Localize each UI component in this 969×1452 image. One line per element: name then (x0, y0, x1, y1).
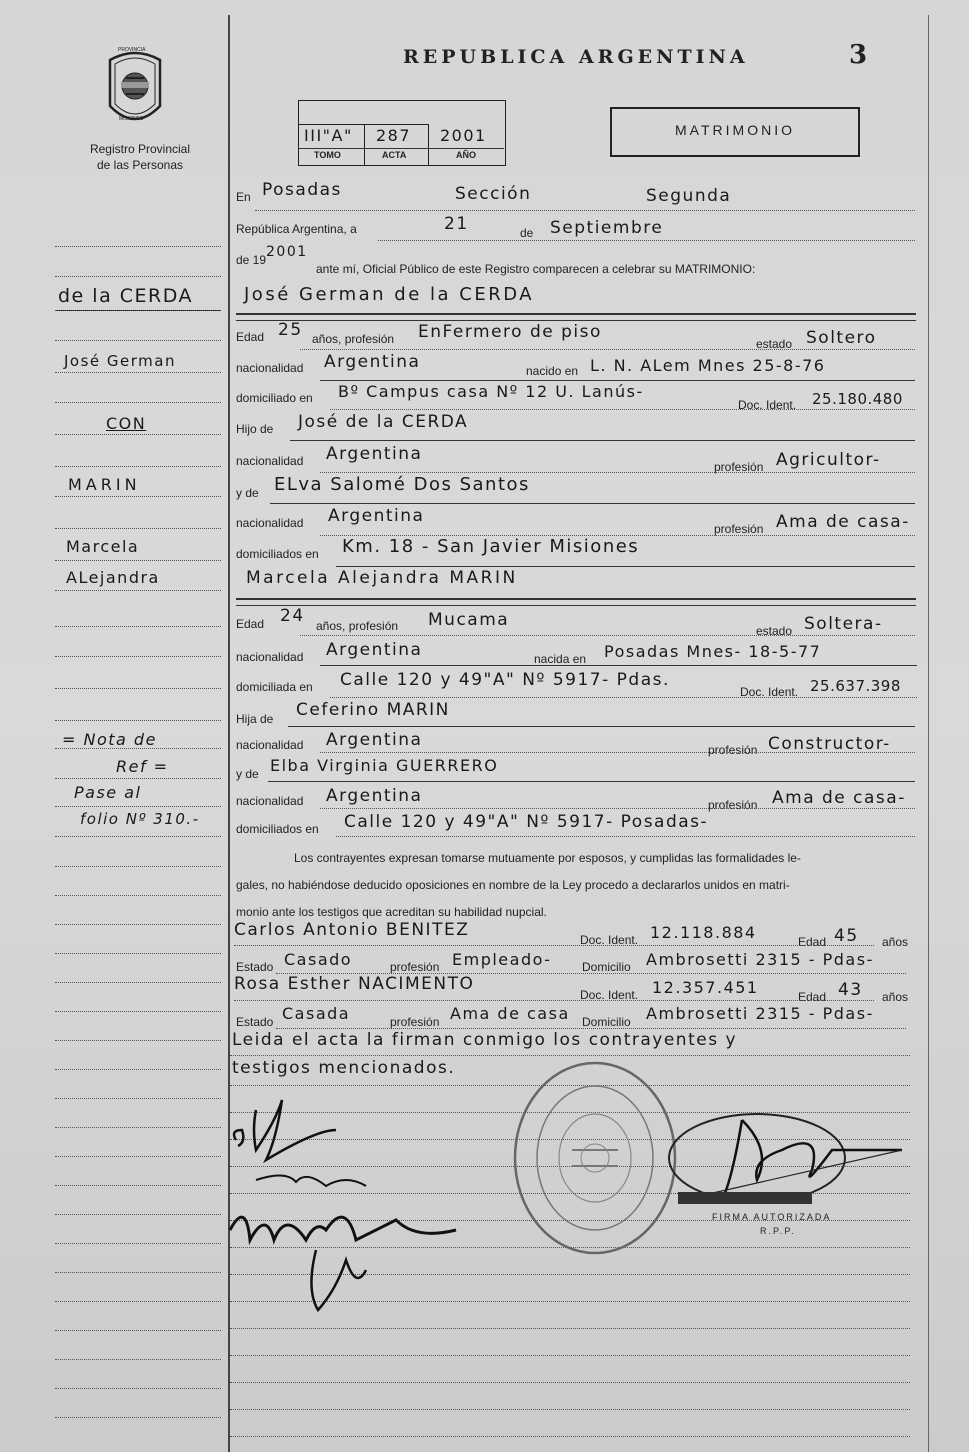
entry-bride-parents-dom: Calle 120 y 49"A" Nº 5917- Posadas- (344, 812, 709, 832)
tomo-label: TOMO (314, 150, 341, 160)
label-y-de: y de (236, 486, 259, 500)
label-doc-ident-2: Doc. Ident. (740, 685, 799, 699)
margin-rule-line (55, 924, 221, 925)
label-y-de-2: y de (236, 767, 259, 781)
margin-rule-line (55, 310, 221, 311)
entry-w1-age: 45 (834, 926, 859, 946)
label-nacionalidad-3: nacionalidad (236, 516, 304, 530)
label-de: de (520, 226, 534, 240)
label-domiciliado-en: domiciliado en (236, 391, 313, 405)
margin-rule-line (55, 1098, 221, 1099)
margin-rule-line (55, 1330, 221, 1331)
margin-name: José German (64, 352, 176, 370)
entry-month: Septiembre (550, 218, 664, 238)
label-estado-w2: Estado (236, 1015, 274, 1029)
margin-rule-line (55, 1359, 221, 1360)
label-nacionalidad-4: nacionalidad (236, 650, 304, 664)
entry-bride-doc: 25.637.398 (810, 677, 901, 695)
doc-type: MATRIMONIO (675, 122, 795, 138)
entry-w1-doc: 12.118.884 (650, 923, 757, 942)
paragraph-line-2: gales, no habiéndose deducido oposiciones en nombre de la Ley procedo a declararlos unidos en matri- (236, 878, 790, 892)
label-profesion-w1: profesión (390, 960, 440, 974)
entry-bride-age: 24 (280, 606, 305, 626)
party-signatures-icon (226, 1090, 516, 1330)
entry-father-nac: Argentina (326, 444, 423, 464)
entry-groom-estado: Soltero (806, 328, 877, 348)
margin-rule-line (55, 1011, 221, 1012)
entry-groom-mother: ELva Salomé Dos Santos (274, 474, 530, 495)
margin-rule-line (55, 246, 221, 247)
label-domiciliados-en: domiciliados en (236, 547, 319, 561)
margin-rule-line (55, 953, 221, 954)
label-anos-profesion-2: años, profesión (316, 619, 399, 633)
margin-rule-line (55, 806, 221, 807)
margin-rule-line (55, 276, 221, 277)
margin-rule-line (55, 340, 221, 341)
body-rule-line (230, 1409, 910, 1410)
page-number: 3 (849, 40, 868, 70)
body-rule-line (230, 1382, 910, 1383)
label-hija-de: Hija de (236, 712, 274, 726)
country-title: REPUBLICA ARGENTINA (403, 46, 749, 68)
margin-rule-line (55, 1417, 221, 1418)
margin-surname: de la CERDA (58, 285, 194, 307)
entry-w1-estado: Casado (284, 950, 353, 969)
label-republica: República Argentina, a (236, 222, 357, 236)
entry-year: 2001 (266, 244, 308, 260)
label-en: En (236, 190, 251, 204)
label-nacido-en: nacido en (526, 364, 579, 378)
ano-label: AÑO (456, 150, 476, 160)
entry-bride-dom: Calle 120 y 49"A" Nº 5917- Pdas. (340, 670, 670, 690)
label-profesion-2: profesión (714, 522, 764, 536)
margin-name2b: ALejandra (66, 568, 160, 587)
label-profesion-4: profesión (708, 798, 758, 812)
margin-rule-line (55, 590, 221, 591)
entry-w1-prof: Empleado- (452, 950, 552, 969)
margin-rule-line (55, 1127, 221, 1128)
entry-w2-age: 43 (838, 980, 863, 1000)
entry-bride-estado: Soltera- (804, 614, 883, 634)
entry-groom-name: José German de la CERDA (244, 284, 535, 305)
entry-w2-doc: 12.357.451 (652, 978, 759, 997)
entry-w1-name: Carlos Antonio BENITEZ (234, 920, 470, 940)
label-profesion: profesión (714, 460, 764, 474)
margin-rule-line (55, 720, 221, 721)
entry-mother-prof: Ama de casa- (776, 512, 910, 532)
label-nacionalidad-2: nacionalidad (236, 454, 304, 468)
label-domiciliados-en-2: domiciliados en (236, 822, 319, 836)
margin-rule-line (55, 626, 221, 627)
entry-bfather-nac: Argentina (326, 730, 423, 750)
margin-rule-line (55, 1272, 221, 1273)
label-nacionalidad-5: nacionalidad (236, 738, 304, 752)
right-rule (928, 15, 929, 1452)
margin-rule-line (55, 1069, 221, 1070)
label-edad-2: Edad (236, 617, 265, 631)
entry-bride-prof: Mucama (428, 610, 510, 630)
margin-note1: = Nota de (62, 730, 157, 749)
entry-closing-1: Leida el acta la firman conmigo los contrayentes y (232, 1030, 738, 1050)
entry-seccion-val: Segunda (646, 186, 732, 206)
label-profesion-3: profesión (708, 743, 758, 757)
entry-bmother-prof: Ama de casa- (772, 788, 906, 808)
margin-rule-line (55, 866, 221, 867)
margin-rule-line (55, 496, 221, 497)
officer-name-bar (678, 1192, 812, 1204)
officer-stamp-line2: R.P.P. (760, 1226, 796, 1236)
label-domicilio-w2: Domicilio (582, 1015, 631, 1029)
entry-bride-nac: Argentina (326, 640, 423, 660)
paragraph-line-3: monio ante los testigos que acreditan su habilidad nupcial. (236, 905, 547, 919)
official-round-stamp-icon (510, 1058, 680, 1258)
body-rule-line (230, 1436, 910, 1437)
entry-bride-mother: Elba Virginia GUERRERO (270, 756, 499, 775)
label-anos-profesion: años, profesión (312, 332, 395, 346)
registry-line2: de las Personas (96, 158, 184, 172)
label-doc-ident: Doc. Ident. (738, 398, 797, 412)
margin-rule-line (55, 466, 221, 467)
label-anos-w2: años (882, 990, 909, 1004)
margin-rule-line (55, 895, 221, 896)
paragraph-line-1: Los contrayentes expresan tomarse mutuamente por esposos, y cumplidas las formalidades le- (294, 851, 801, 865)
label-estado-2: estado (756, 624, 793, 638)
margin-note3: Pase al (74, 783, 142, 802)
officer-stamp-line1: FIRMA AUTORIZADA (712, 1212, 832, 1222)
entry-groom-father: José de la CERDA (298, 412, 469, 432)
margin-note4: folio Nº 310.- (80, 810, 200, 828)
margin-rule-line (55, 688, 221, 689)
label-estado: estado (756, 337, 793, 351)
margin-con: CON (106, 414, 147, 433)
margin-rule-line (55, 1214, 221, 1215)
tomo-value: III"A" (304, 126, 353, 145)
body-rule-line (230, 1355, 910, 1356)
margin-rule-line (55, 1185, 221, 1186)
officer-signature-icon (662, 1090, 908, 1230)
entry-bride-father: Ceferino MARIN (296, 700, 450, 720)
entry-w2-estado: Casada (282, 1004, 351, 1023)
entry-w2-dom: Ambrosetti 2315 - Pdas- (646, 1004, 874, 1023)
seal-top-text: PROVINCIA (118, 47, 146, 53)
label-nacionalidad: nacionalidad (236, 361, 304, 375)
entry-w2-name: Rosa Esther NACIMENTO (234, 974, 475, 994)
label-profesion-w2: profesión (390, 1015, 440, 1029)
entry-place: Posadas (262, 180, 342, 200)
entry-seccion: Sección (455, 184, 532, 204)
entry-w1-dom: Ambrosetti 2315 - Pdas- (646, 950, 874, 969)
entry-day: 21 (444, 214, 469, 234)
margin-rule-line (55, 1388, 221, 1389)
margin-rule-line (55, 434, 221, 435)
label-domiciliada-en: domiciliada en (236, 680, 313, 694)
entry-father-prof: Agricultor- (776, 450, 881, 470)
margin-rule-line (55, 1243, 221, 1244)
seal-bottom-text: MISIONES (119, 116, 144, 122)
acta-value: 287 (376, 126, 412, 145)
entry-groom-dom: Bº Campus casa Nº 12 U. Lanús- (338, 382, 644, 401)
label-domicilio-w1: Domicilio (582, 960, 631, 974)
margin-rule-line (55, 1156, 221, 1157)
entry-groom-parents-dom: Km. 18 - San Javier Misiones (342, 536, 640, 557)
margin-rule-line (55, 528, 221, 529)
entry-bfather-prof: Constructor- (768, 734, 891, 754)
margin-note2: Ref = (116, 757, 169, 776)
margin-name2a: Marcela (66, 537, 140, 556)
label-edad-w1: Edad (798, 935, 827, 949)
entry-closing-2: testigos mencionados. (232, 1058, 456, 1078)
entry-groom-prof: EnFermero de piso (418, 322, 602, 342)
margin-rule-line (55, 748, 221, 749)
margin-rule-line (55, 836, 221, 837)
label-hijo-de: Hijo de (236, 422, 274, 436)
label-anos-w1: años (882, 935, 909, 949)
label-nacionalidad-6: nacionalidad (236, 794, 304, 808)
label-ante-mi: ante mí, Oficial Público de este Registro comparecen a celebrar su MATRIMONIO: (316, 262, 756, 276)
label-estado-w1: Estado (236, 960, 274, 974)
label-edad-w2: Edad (798, 990, 827, 1004)
label-doc-ident-3: Doc. Ident. (580, 933, 639, 947)
margin-rule-line (55, 982, 221, 983)
label-nacida-en: nacida en (534, 652, 587, 666)
margin-surname2: MARIN (68, 475, 141, 494)
margin-rule-line (55, 778, 221, 779)
entry-groom-age: 25 (278, 320, 303, 340)
margin-rule-line (55, 372, 221, 373)
margin-rule-line (55, 656, 221, 657)
label-doc-ident-4: Doc. Ident. (580, 988, 639, 1002)
entry-groom-born: L. N. ALem Mnes 25-8-76 (590, 356, 826, 375)
entry-w2-prof: Ama de casa (450, 1004, 570, 1023)
ano-value: 2001 (440, 126, 487, 145)
margin-rule-line (55, 1301, 221, 1302)
entry-bride-born: Posadas Mnes- 18-5-77 (604, 642, 822, 661)
acta-label: ACTA (382, 150, 407, 160)
registry-line1: Registro Provincial (89, 142, 191, 156)
entry-bride-name: Marcela Alejandra MARIN (246, 568, 518, 588)
entry-mother-nac: Argentina (328, 506, 425, 526)
entry-bmother-nac: Argentina (326, 786, 423, 806)
label-edad: Edad (236, 330, 265, 344)
label-de19: de 19 (236, 253, 267, 267)
entry-groom-nac: Argentina (324, 352, 421, 372)
margin-rule-line (55, 560, 221, 561)
entry-groom-doc: 25.180.480 (812, 390, 903, 408)
margin-rule-line (55, 1040, 221, 1041)
margin-rule-line (55, 402, 221, 403)
